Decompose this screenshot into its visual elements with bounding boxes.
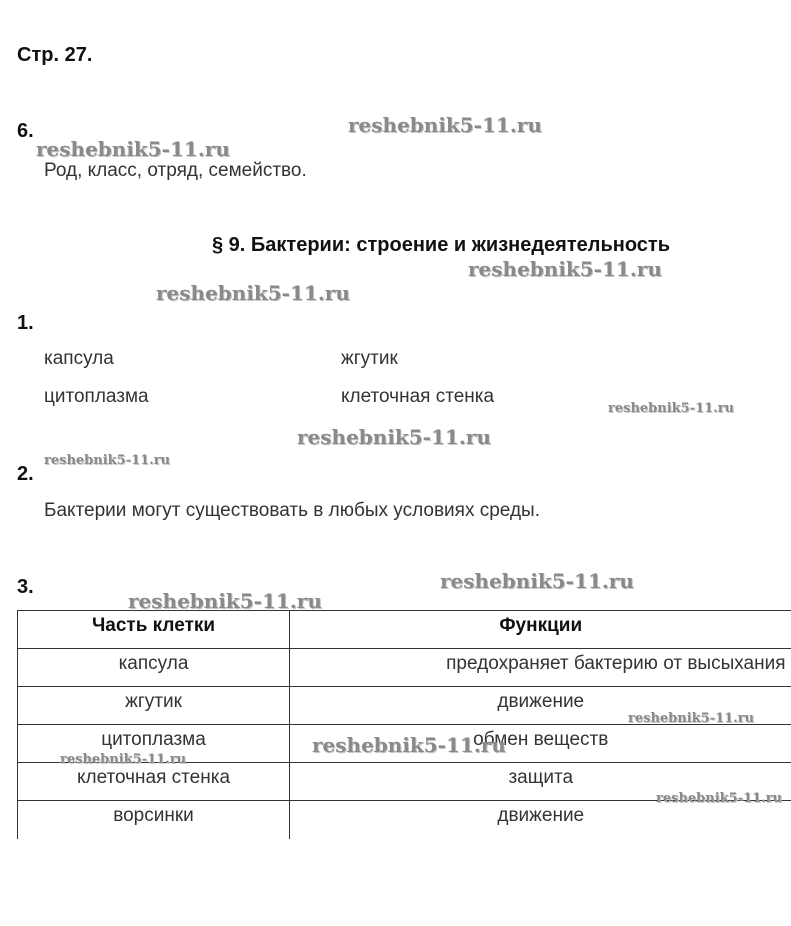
watermark: reshebnik5-11.ru	[468, 257, 662, 281]
page-label: Стр. 27.	[17, 44, 93, 66]
watermark: reshebnik5-11.ru	[440, 569, 634, 593]
watermark: reshebnik5-11.ru	[156, 281, 350, 305]
task6-answer: Род, класс, отряд, семейство.	[44, 160, 307, 181]
task2-answer: Бактерии могут существовать в любых условиях среды.	[44, 500, 540, 521]
label-cytoplasm: цитоплазма	[44, 386, 149, 407]
watermark: reshebnik5-11.ru	[628, 711, 755, 726]
watermark: reshebnik5-11.ru	[60, 752, 187, 767]
cell-part: клеточная стенка	[18, 763, 290, 801]
watermark: reshebnik5-11.ru	[128, 589, 322, 613]
watermark: reshebnik5-11.ru	[297, 425, 491, 449]
task3-number: 3.	[17, 576, 34, 598]
task1-number: 1.	[17, 312, 34, 334]
header-cell-part: Часть клетки	[18, 611, 290, 649]
label-capsule: капсула	[44, 348, 114, 369]
cell-function: предохраняет бактерию от высыхания	[290, 649, 791, 687]
cell-function: движение	[290, 687, 791, 725]
cell-function: движение	[290, 801, 791, 839]
cell-part: цитоплазма	[18, 725, 290, 763]
cell-part: капсула	[18, 649, 290, 687]
header-functions: Функции	[290, 611, 791, 649]
watermark: reshebnik5-11.ru	[656, 791, 783, 806]
cell-function: обмен веществ	[290, 725, 791, 763]
watermark: reshebnik5-11.ru	[312, 733, 506, 757]
watermark: reshebnik5-11.ru	[44, 453, 171, 468]
label-cell-wall: клеточная стенка	[341, 386, 495, 407]
watermark: reshebnik5-11.ru	[348, 113, 542, 137]
label-flagellum: жгутик	[341, 348, 398, 369]
section-heading: § 9. Бактерии: строение и жизнедеятельность	[212, 234, 671, 256]
table-header-row	[18, 611, 791, 649]
watermark: reshebnik5-11.ru	[36, 137, 230, 161]
watermark: reshebnik5-11.ru	[608, 401, 735, 416]
table-row	[18, 649, 791, 687]
task2-number: 2.	[17, 463, 34, 485]
task6-number: 6.	[17, 120, 34, 142]
cell-function: защита	[290, 763, 791, 801]
cell-part: жгутик	[18, 687, 290, 725]
cell-part: ворсинки	[18, 801, 290, 839]
table-row	[18, 801, 791, 839]
